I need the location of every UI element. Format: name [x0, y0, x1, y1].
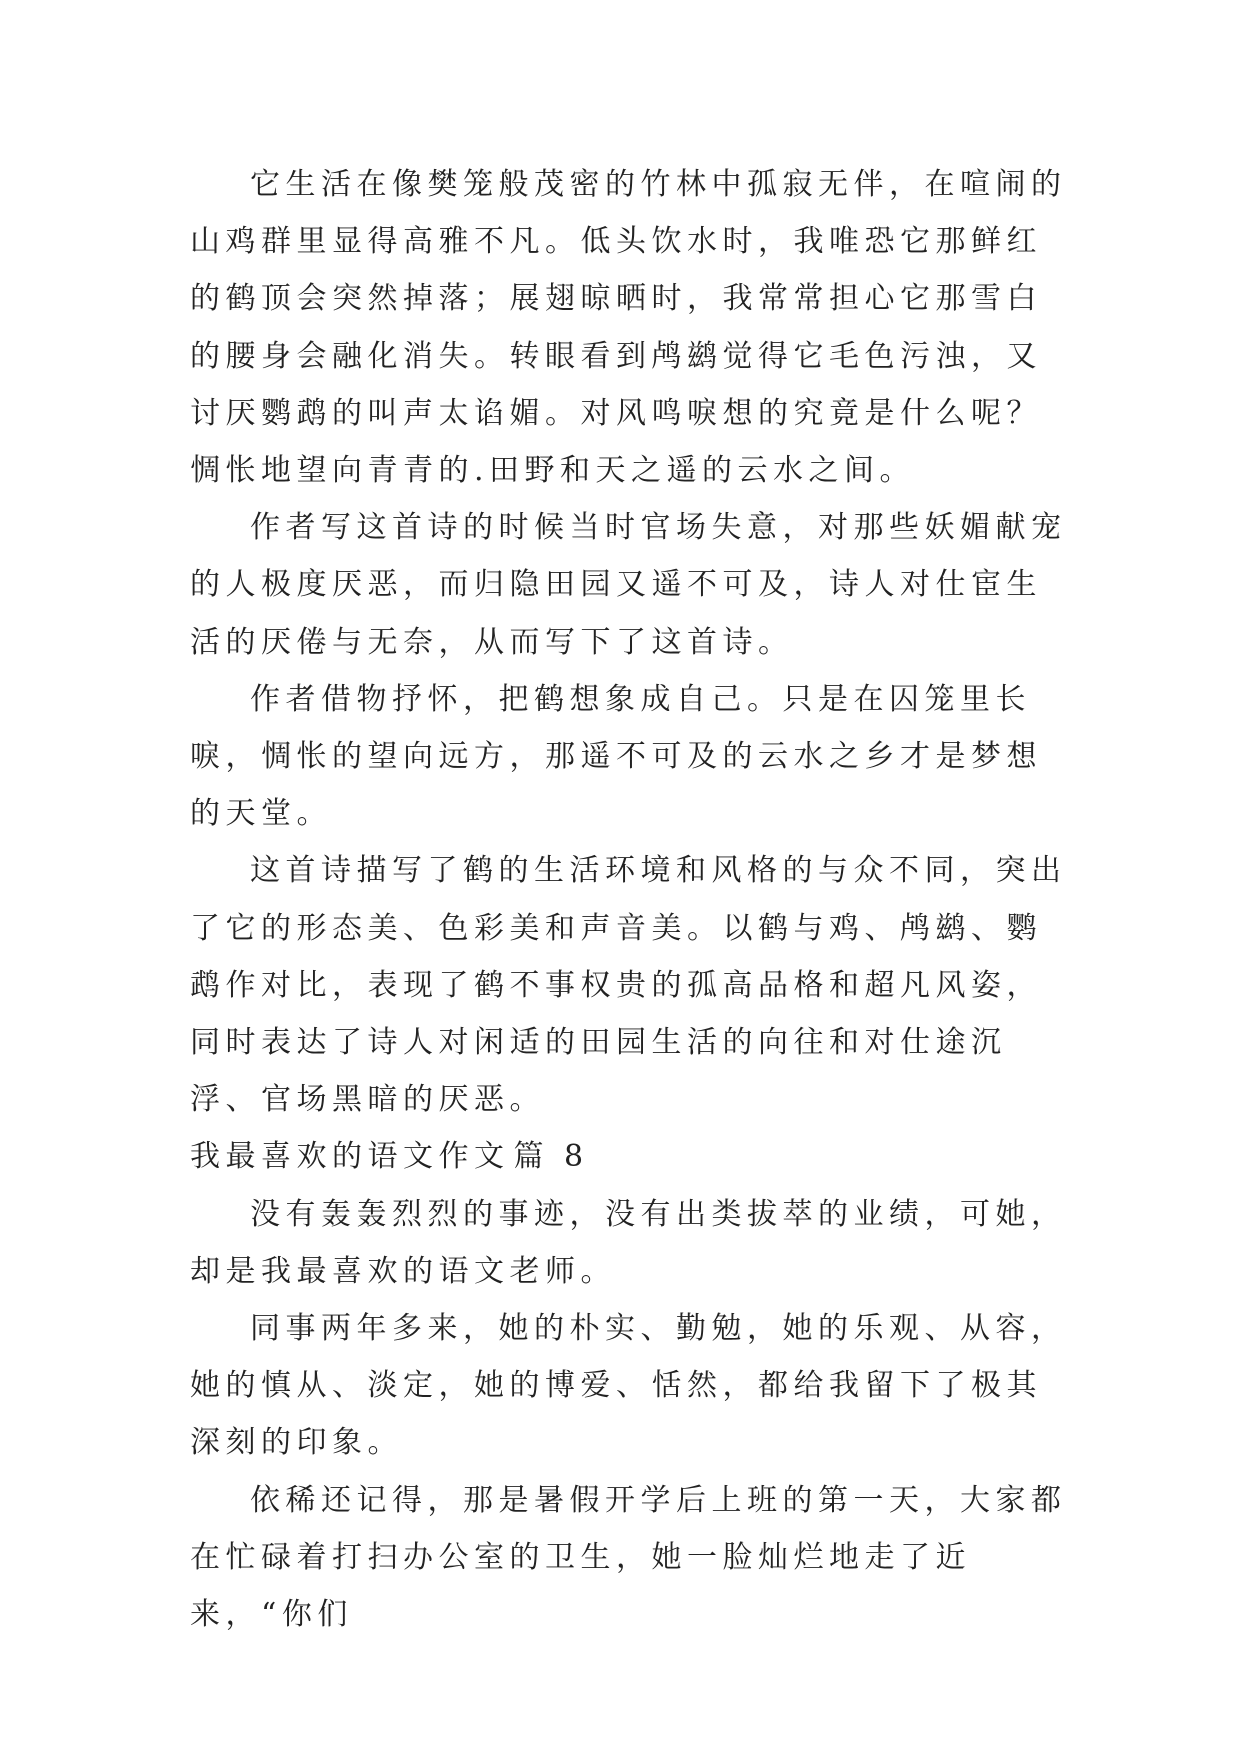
paragraph: 它生活在像樊笼般茂密的竹林中孤寂无伴，在喧闹的山鸡群里显得高雅不凡。低头饮水时，我唯恐它那鲜红的鹤顶会突然掉落；展翅晾晒时，我常常担心它那雪白的腰身会融化消失。转眼看到鸬鹚觉得它毛色污浊，又讨厌鹦鹉的叫声太谄媚。对风鸣唳想的究竟是什么呢？惆怅地望向青青的.田野和天之遥的云水之间。 — [190, 167, 1067, 489]
section-heading-number: 篇 8 — [513, 1139, 589, 1175]
section-heading — [190, 1128, 1070, 1185]
paragraph: 作者写这首诗的时候当时官场失意，对那些妖媚献宠的人极度厌恶，而归隐田园又遥不可及，诗人对仕宦生活的厌倦与无奈，从而写下了这首诗。 — [190, 510, 1067, 660]
paragraph: 作者借物抒怀，把鹤想象成自己。只是在囚笼里长唳，惆怅的望向远方，那遥不可及的云水之乡才是梦想的天堂。 — [190, 681, 1042, 832]
paragraph: 同事两年多来，她的朴实、勤勉，她的乐观、从容，她的慎从、淡定，她的博爱、恬然，都给我留下了极其深刻的印象。 — [190, 1311, 1067, 1461]
section-heading-title: 我最喜欢的语文作文 — [190, 1139, 510, 1175]
paragraph: 这首诗描写了鹤的生活环境和风格的与众不同，突出了它的形态美、色彩美和声音美。以鹤与鸡、鸬鹚、鹦鹉作对比，表现了鹤不事权贵的孤高品格和超凡风姿，同时表达了诗人对闲适的田园生活的向往和对仕途沉浮、官场黑暗的厌恶。 — [190, 853, 1067, 1118]
paragraph: 依稀还记得，那是暑假开学后上班的第一天，大家都在忙碌着打扫办公室的卫生，她一脸灿烂地走了近来，“你们 — [190, 1482, 1067, 1633]
paragraph: 没有轰轰烈烈的事迹，没有出类拔萃的业绩，可她，却是我最喜欢的语文老师。 — [190, 1196, 1067, 1289]
document-body — [190, 156, 1070, 1643]
